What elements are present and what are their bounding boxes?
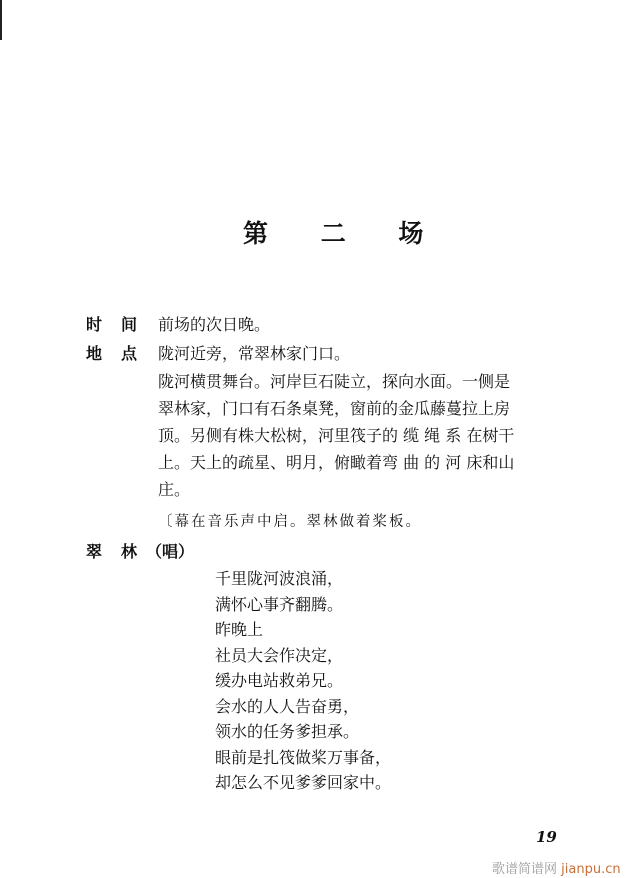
- place-label-1: 地: [86, 344, 103, 363]
- scan-edge-mark: [0, 0, 2, 40]
- lyric-line: 千里陇河波浪涌，: [215, 569, 344, 588]
- watermark: [492, 858, 621, 877]
- watermark-en: jianpu.cn: [561, 862, 621, 877]
- place-text: 陇河近旁，常翠林家门口。: [158, 344, 351, 363]
- stage-direction: 〔幕在音乐声中启。翠林做着桨板。: [158, 514, 422, 530]
- lyric-line: 缓办电站救弟兄。: [215, 671, 344, 690]
- description-line: 顶。另侧有株大松树，河里筏子的 缆 绳 系 在树干: [158, 426, 515, 445]
- lyric-line: 昨晚上: [215, 620, 264, 639]
- lyric-line: 却怎么不见爹爹回家中。: [215, 773, 392, 792]
- description-line: 陇河横贯舞台。河岸巨石陡立，探向水面。一侧是: [158, 372, 511, 391]
- speaker-name-2: 林: [121, 542, 138, 561]
- page-number: 19: [536, 828, 557, 846]
- time-label-1: 时: [86, 315, 103, 334]
- lyric-line: 社员大会作决定，: [215, 646, 344, 665]
- lyric-line: 领水的任务爹担承。: [215, 722, 360, 741]
- scene-title: 第 二 场: [243, 219, 446, 248]
- watermark-cn: 歌谱简谱网: [492, 862, 558, 877]
- lyric-line: 满怀心事齐翻腾。: [215, 595, 344, 614]
- lyric-line: 会水的人人告奋勇，: [215, 697, 360, 716]
- speaker-name-1: 翠: [86, 542, 103, 561]
- singing-mode: （唱）: [146, 542, 195, 561]
- time-text: 前场的次日晚。: [158, 315, 271, 334]
- time-label-2: 间: [121, 315, 138, 334]
- description-line: 上。天上的疏星、明月，俯瞰着弯 曲 的 河 床和山: [158, 453, 515, 472]
- lyric-line: 眼前是扎筏做桨万事备，: [215, 748, 392, 767]
- description-line: 庄。: [158, 480, 191, 499]
- place-label-2: 点: [121, 344, 138, 363]
- description-line: 翠林家，门口有石条桌凳，窗前的金瓜藤蔓拉上房: [158, 399, 511, 418]
